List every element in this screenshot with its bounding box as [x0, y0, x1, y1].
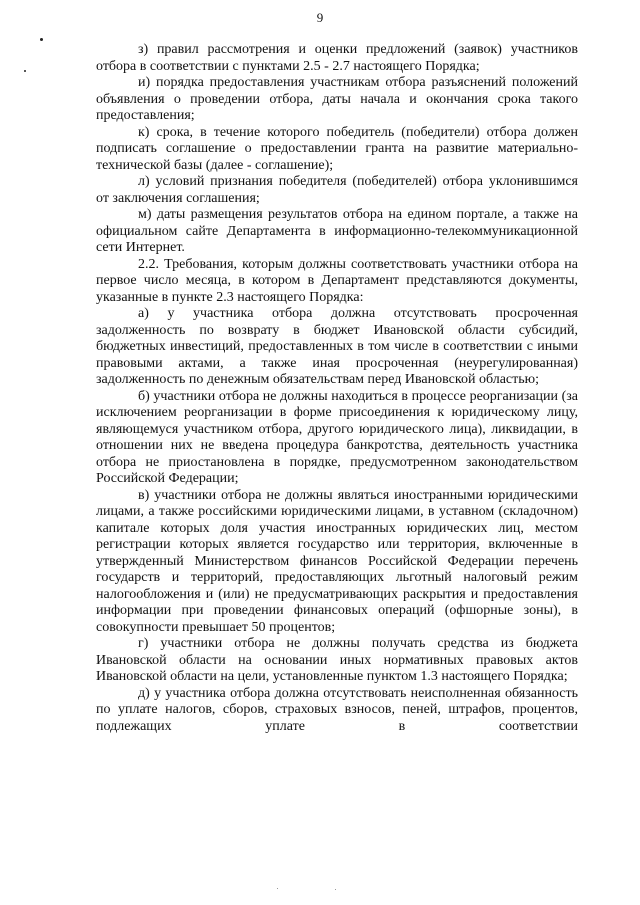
paragraph-z: з) правил рассмотрения и оценки предложений (заявок) участников отбора в соответствии с пунктами 2.5 - 2.7 настоящего Порядка; [96, 42, 578, 74]
requirement-g: г) участники отбора не должны получать средства из бюджета Ивановской области на основании иных нормативных правовых актов Ивановской области на цели, установленные пунктом 1.3 настоящего Порядка; [96, 636, 578, 684]
scan-speck [40, 38, 43, 41]
requirement-b: б) участники отбора не должны находиться в процессе реорганизации (за исключением реорганизации в форме присоединения к юридическому лицу, являющемуся участником отбора, другого юридического лица), ликвидации, в отношении них не введена процедура банкротства, деятельность участника отбора не приостановлена в порядке, предусмотренном законодательством Российской Федерации; [96, 388, 578, 486]
requirement-a: а) у участника отбора должна отсутствовать просроченная задолженность по возврату в бюджет Ивановской области субсидий, бюджетных инвестиций, предоставленных в том числе в соответствии с иными правовыми актами, а также иная просроченная (неурегулированная) задолженность по денежным обязательствам перед Ивановской областью; [96, 306, 578, 387]
requirement-v: в) участники отбора не должны являться иностранными юридическими лицами, а также российскими юридическими лицами, в уставном (складочном) капитале которых доля участия иностранных юридических лиц, местом регистрации которых является государство или территория, включенные в утвержденный Министерством финансов Российской Федерации перечень государств и территорий, предоставляющих льготный налоговый режим налогообложения и (или) не предусматривающих раскрытия и предоставления информации при проведении финансовых операций (офшорные зоны), в совокупности превышает 50 процентов; [96, 487, 578, 635]
page-number: 9 [316, 10, 324, 25]
paragraph-k: к) срока, в течение которого победитель (победители) отбора должен подписать соглашение о предоставлении гранта на развитие материально-технической базы (далее - соглашение); [96, 124, 578, 173]
scan-speck [24, 70, 26, 72]
scan-speck [277, 888, 278, 889]
paragraph-m: м) даты размещения результатов отбора на едином портале, а также на официальном сайте Департамента в информационно-телекоммуникационной сети Интернет. [96, 207, 578, 255]
section-2-2-heading: 2.2. Требования, которым должны соответствовать участники отбора на первое число месяца, в котором в Департамент представляются документы, указанные в пункте 2.3 настоящего Порядка: [96, 256, 578, 305]
paragraph-l: л) условий признания победителя (победителей) отбора уклонившимся от заключения соглашения; [96, 174, 578, 206]
paragraph-i: и) порядка предоставления участникам отбора разъяснений положений объявления о проведении отбора, даты начала и окончания срока такого предоставления; [96, 75, 578, 123]
document-body [96, 42, 578, 735]
requirement-d: д) у участника отбора должна отсутствовать неисполненная обязанность по уплате налогов, сборов, страховых взносов, пеней, штрафов, процентов, подлежащих уплате в соответствии [96, 685, 578, 734]
scan-speck [335, 889, 336, 890]
